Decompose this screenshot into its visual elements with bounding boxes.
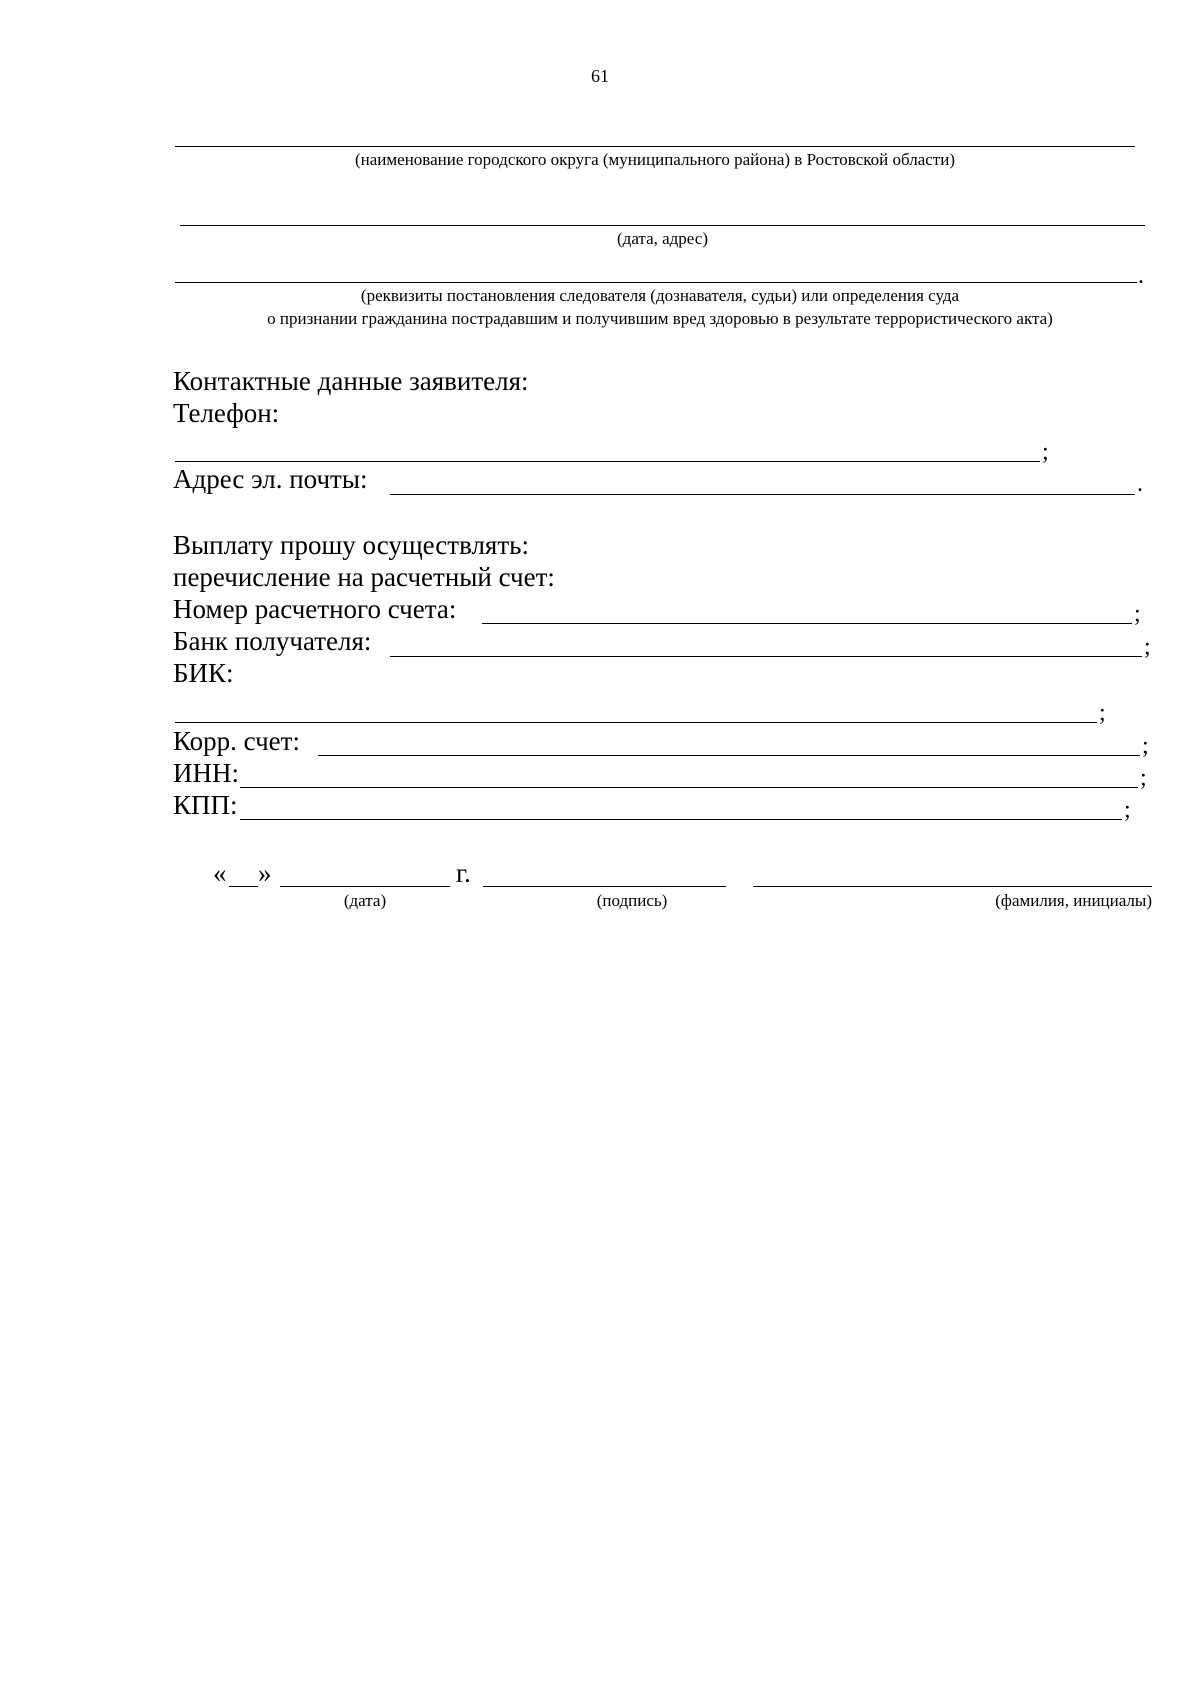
bik-label: БИК: [173, 658, 234, 688]
inn-label: ИНН: [173, 758, 239, 788]
phone-line[interactable] [175, 461, 1040, 462]
resolution-line-period: . [1138, 263, 1144, 289]
email-label: Адрес эл. почты: [173, 464, 368, 494]
resolution-caption-line1: (реквизиты постановления следователя (дознавателя, судьи) или определения суда [360, 286, 960, 305]
account-line[interactable] [482, 623, 1132, 624]
inn-semicolon: ; [1140, 765, 1147, 791]
date-line[interactable] [280, 886, 450, 887]
contacts-heading: Контактные данные заявителя: [173, 366, 529, 396]
corr-semicolon: ; [1142, 733, 1149, 759]
signature-line[interactable] [483, 886, 726, 887]
payment-heading: Выплату прошу осуществлять: [173, 530, 529, 560]
bank-line[interactable] [390, 656, 1142, 657]
account-semicolon: ; [1134, 601, 1141, 627]
email-period: . [1137, 471, 1143, 497]
page-number: 61 [591, 66, 609, 86]
phone-label: Телефон: [173, 398, 280, 428]
day-line[interactable] [229, 886, 258, 887]
resolution-caption-line2: о признании гражданина пострадавшим и получившим вред здоровью в результате террористического акта) [267, 309, 1053, 328]
kpp-label: КПП: [173, 790, 238, 820]
name-caption: (фамилия, инициалы) [995, 891, 1152, 910]
inn-line[interactable] [240, 787, 1138, 788]
resolution-line[interactable] [175, 282, 1137, 283]
municipality-caption: (наименование городского округа (муниципального района) в Ростовской области) [354, 150, 955, 169]
bik-semicolon: ; [1099, 700, 1106, 726]
payment-method: перечисление на расчетный счет: [173, 562, 555, 592]
date-caption: (дата) [343, 891, 387, 910]
kpp-line[interactable] [240, 819, 1122, 820]
date-address-caption: (дата, адрес) [617, 229, 708, 248]
municipality-line[interactable] [175, 146, 1135, 147]
phone-semicolon: ; [1042, 439, 1049, 465]
corr-label: Корр. счет: [173, 726, 300, 756]
account-label: Номер расчетного счета: [173, 594, 457, 624]
close-quote: » [258, 858, 272, 888]
date-address-line[interactable] [180, 225, 1145, 226]
bank-label: Банк получателя: [173, 626, 372, 656]
name-line[interactable] [753, 886, 1152, 887]
email-line[interactable] [390, 494, 1135, 495]
open-quote: « [213, 858, 227, 888]
bank-semicolon: ; [1144, 634, 1151, 660]
signature-caption: (подпись) [596, 891, 668, 910]
kpp-semicolon: ; [1124, 797, 1131, 823]
bik-line[interactable] [175, 722, 1097, 723]
corr-line[interactable] [318, 755, 1140, 756]
year-suffix: г. [456, 858, 471, 888]
